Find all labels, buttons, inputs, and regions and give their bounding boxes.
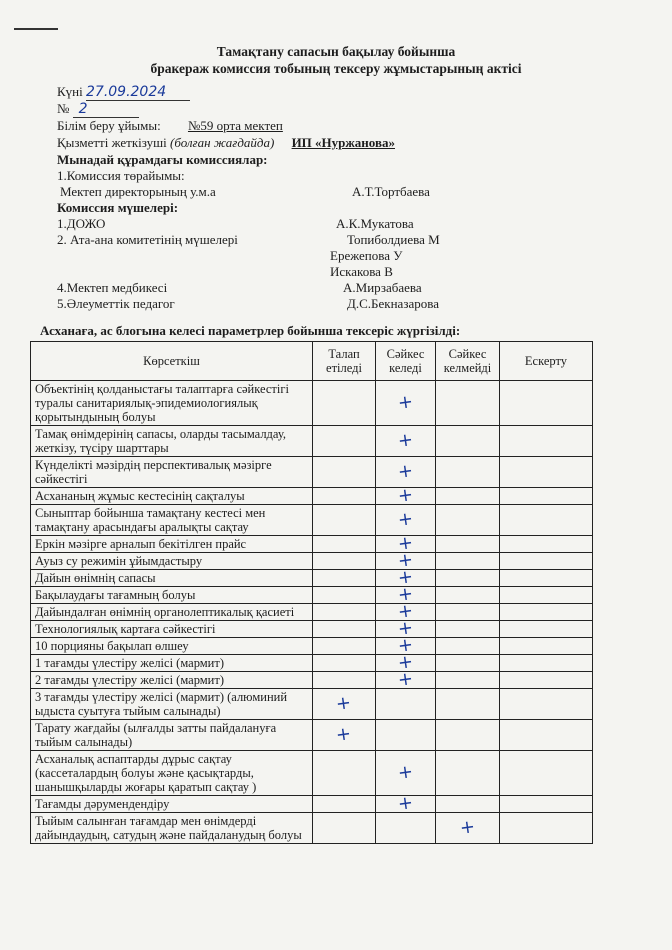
indicator-cell: 2 тағамды үлестіру желісі (мармит) [31,672,313,689]
empty-cell [436,381,500,426]
plus-mark-icon: + [396,549,415,572]
empty-cell [313,672,376,689]
empty-cell [313,536,376,553]
empty-cell [500,720,593,751]
plus-mark-icon: + [396,391,415,414]
plus-mark-icon: + [334,723,353,746]
member-5-role: 5.Әлеуметтік педагог [57,296,175,311]
indicator-cell: 10 порцияны бақылап өлшеу [31,638,313,655]
inspection-table [30,341,593,844]
empty-cell [500,488,593,505]
table-row [31,587,593,604]
empty-cell [436,505,500,536]
empty-cell [500,621,593,638]
empty-cell [500,505,593,536]
plus-mark-icon: + [396,429,415,452]
supplier-value: ИП «Нуржанова» [291,135,395,150]
doc-title-line-1: Тамақтану сапасын бақылау бойынша [216,44,456,59]
empty-cell [313,426,376,457]
empty-cell [313,570,376,587]
empty-cell [436,457,500,488]
indicator-cell: Асхананың жұмыс кестесінің сақталуы [31,488,313,505]
plus-mark-icon: + [396,508,415,531]
supplier-row [57,135,395,151]
empty-cell [313,553,376,570]
table-row [31,796,593,813]
empty-cell [313,457,376,488]
indicator-cell: Дайындалған өнімнің органолептикалық қасиеті [31,604,313,621]
member-1-role: 1.ДОЖО [57,216,106,231]
col-header-note: Ескерту [500,342,593,381]
empty-cell [436,638,500,655]
date-row [57,84,190,101]
empty-cell [313,505,376,536]
empty-cell [313,381,376,426]
plus-mark-icon: + [396,583,415,606]
supplier-label: Қызметті жеткізуші [57,135,171,150]
chair-name: А.Т.Тортбаева [352,184,430,199]
table-row [31,488,593,505]
table-row [31,621,593,638]
table-row [31,570,593,587]
table-row [31,655,593,672]
empty-cell [500,536,593,553]
plus-mark-icon: + [396,532,415,555]
empty-cell [376,813,436,844]
member-2-name-2: Ережепова У [330,248,403,263]
table-row [31,689,593,720]
member-4-name: А.Мирзабаева [343,280,422,295]
empty-cell [500,381,593,426]
school-row [57,118,283,134]
empty-cell [500,655,593,672]
table-header-row [31,342,593,381]
empty-cell [500,672,593,689]
indicator-cell: 3 тағамды үлестіру желісі (мармит) (алюминий ыдыста суытуға тыйым салынады) [31,689,313,720]
plus-mark-icon: + [396,617,415,640]
empty-cell [500,813,593,844]
empty-cell [500,457,593,488]
empty-cell [500,796,593,813]
empty-cell [436,796,500,813]
indicator-cell: Дайын өнімнің сапасы [31,570,313,587]
table-row [31,604,593,621]
plus-mark-icon: + [396,484,415,507]
indicator-cell: Тыйым салынған тағамдар мен өнімдерді дайындаудың, сатудың және пайдаланудың болуы [31,813,313,844]
empty-cell [313,796,376,813]
empty-cell [376,689,436,720]
member-2-name-1: Топиболдиева М [347,232,440,247]
member-2-role: 2. Ата-ана комитетінің мүшелері [57,232,238,247]
empty-cell [436,655,500,672]
empty-cell [500,638,593,655]
empty-cell [436,621,500,638]
empty-cell [500,604,593,621]
indicator-cell: 1 тағамды үлестіру желісі (мармит) [31,655,313,672]
table-row [31,553,593,570]
plus-mark-icon: + [396,651,415,674]
indicator-cell: Асханалық аспаптарды дұрыс сақтау (кассеталардың болуы және қасықтарды, шанышқыларды жоғары қаратып сақтау ) [31,751,313,796]
number-row [57,101,139,118]
supplier-note: (болған жағдайда) [170,135,275,150]
empty-cell [500,426,593,457]
empty-cell [500,751,593,796]
empty-cell [313,638,376,655]
member-4-role: 4.Мектеп медбикесі [57,280,168,295]
check-mark-cell [313,689,376,720]
indicator-cell: Бақылаудағы тағамның болуы [31,587,313,604]
col-header-indicator: Көрсеткіш [31,342,313,381]
check-mark-cell [376,668,436,691]
empty-cell [500,553,593,570]
empty-cell [436,720,500,751]
indicator-cell: Тағамды дәрумендендіру [31,796,313,813]
check-mark-cell [376,381,436,426]
plus-mark-icon: + [396,761,415,784]
plus-mark-icon: + [458,816,477,839]
table-row [31,638,593,655]
empty-cell [313,587,376,604]
empty-cell [500,587,593,604]
col-header-compliant: Сәйкес келеді [376,342,436,381]
school-label: Білім беру ұйымы: [57,118,161,133]
table-row [31,813,593,844]
member-1-name: А.К.Мукатова [336,216,414,231]
indicator-cell: Объектінің қолданыстағы талаптарға сәйкестігі туралы санитариялық-эпидемиологиялық қорытындының болуы [31,381,313,426]
table-row [31,457,593,488]
col-header-required: Талап етіледі [313,342,376,381]
table-row [31,672,593,689]
empty-cell [313,813,376,844]
check-mark-cell [376,426,436,457]
check-mark-cell [376,484,436,507]
empty-cell [500,570,593,587]
table-row [31,751,593,796]
commission-heading: Мынадай құрамдағы комиссиялар: [57,152,268,167]
chair-role: Мектеп директорының у.м.а [60,184,216,199]
check-mark-cell [376,792,436,815]
empty-cell [313,751,376,796]
empty-cell [313,604,376,621]
chair-heading: 1.Комиссия төрайымы: [57,168,185,183]
indicator-cell: Технологиялық картаға сәйкестігі [31,621,313,638]
check-mark-cell [376,457,436,488]
table-row [31,505,593,536]
indicator-cell: Тамақ өнімдерінің сапасы, оларды тасымалдау, жеткізу, түсіру шарттары [31,426,313,457]
plus-mark-icon: + [396,460,415,483]
table-row [31,720,593,751]
empty-cell [436,751,500,796]
empty-cell [313,488,376,505]
check-mark-cell [313,720,376,751]
doc-title-line-2: бракераж комиссия тобының тексеру жұмыстарының актісі [150,61,522,76]
date-value: 27.09.2024 [86,84,190,101]
indicator-cell: Еркін мәзірге арналып бекітілген прайс [31,536,313,553]
empty-cell [436,553,500,570]
number-label: № [57,101,70,116]
empty-cell [376,720,436,751]
col-header-noncompliant: Сәйкес келмейді [436,342,500,381]
check-mark-cell [436,813,500,844]
indicator-cell: Күнделікті мәзірдің перспективалық мәзірге сәйкестігі [31,457,313,488]
empty-cell [436,570,500,587]
check-mark-cell [376,751,436,796]
date-label: Күні [57,84,83,99]
table-row [31,536,593,553]
plus-mark-icon: + [396,668,415,691]
empty-cell [436,426,500,457]
empty-cell [436,587,500,604]
corner-mark [14,28,58,30]
plus-mark-icon: + [396,566,415,589]
school-value: №59 орта мектеп [187,118,283,133]
indicator-cell: Тарату жағдайы (ылғалды затты пайдалануға тыйым салынады) [31,720,313,751]
plus-mark-icon: + [396,600,415,623]
check-mark-cell [376,505,436,536]
table-row [31,381,593,426]
plus-mark-icon: + [396,634,415,657]
empty-cell [313,655,376,672]
plus-mark-icon: + [334,692,353,715]
empty-cell [436,488,500,505]
members-heading: Комиссия мүшелері: [57,200,179,215]
empty-cell [436,536,500,553]
indicator-cell: Ауыз су режимін ұйымдастыру [31,553,313,570]
table-row [31,426,593,457]
empty-cell [500,689,593,720]
number-value: 2 [73,101,139,118]
member-5-name: Д.С.Бекназарова [347,296,439,311]
empty-cell [436,604,500,621]
indicator-cell: Сыныптар бойынша тамақтану кестесі мен тамақтану арасындағы аралықты сақтау [31,505,313,536]
empty-cell [436,689,500,720]
plus-mark-icon: + [396,792,415,815]
inspection-intro: Асханаға, ас блогына келесі параметрлер бойынша тексеріс жүргізілді: [40,323,461,338]
empty-cell [436,672,500,689]
member-2-name-3: Искакова В [330,264,393,279]
empty-cell [313,621,376,638]
